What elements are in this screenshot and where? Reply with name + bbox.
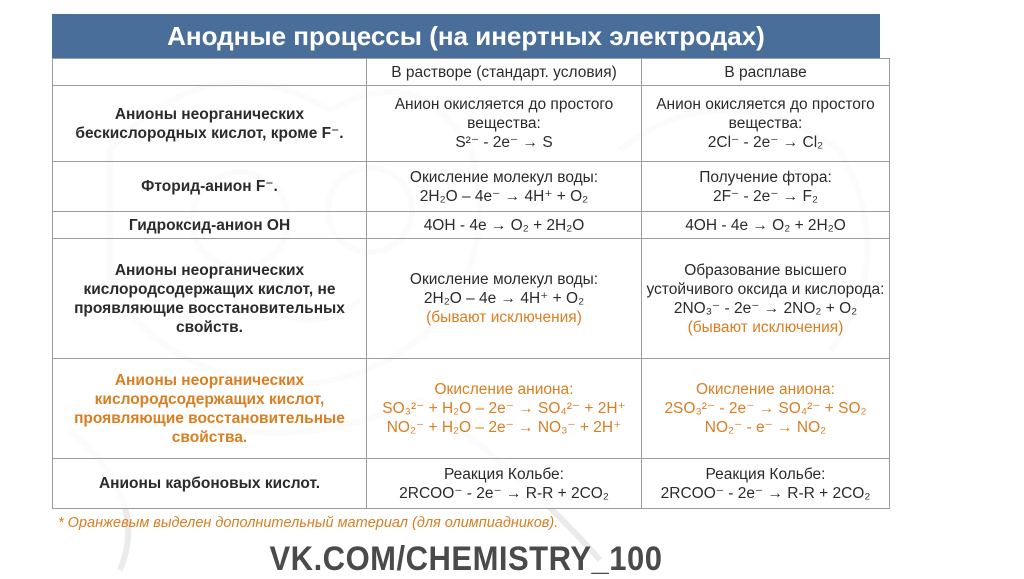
table-header-row bbox=[53, 59, 890, 86]
cell-line: 2RCOO⁻ - 2e⁻ → R-R + 2CO₂ bbox=[660, 484, 871, 502]
row-label: Гидроксид-анион OH bbox=[53, 212, 367, 239]
cell-line: Образование высшего устойчивого оксида и кислорода: bbox=[646, 261, 885, 298]
row-label: Анионы неорганических кислородсодержащих кислот, не проявляющие восстановительных свойств. bbox=[53, 239, 367, 359]
cell-line: Окисление аниона: bbox=[695, 381, 835, 398]
melt-cell bbox=[642, 459, 890, 509]
cell-line: 2NO₃⁻ - 2e⁻ → 2NO₂ + O₂ bbox=[673, 299, 858, 317]
melt-cell bbox=[642, 86, 890, 162]
cell-line: Анион окисляется до простого вещества: bbox=[656, 96, 875, 132]
table-row bbox=[53, 162, 890, 212]
melt-cell bbox=[642, 212, 890, 239]
cell-line: NO₂⁻ - e⁻ → NO₂ bbox=[704, 419, 827, 436]
cell-line: Реакция Кольбе: bbox=[444, 465, 564, 483]
cell-line: S²⁻ - 2e⁻ → S bbox=[455, 134, 553, 151]
row-label: Анионы неорганических бескислородных кислот, кроме F⁻. bbox=[53, 86, 367, 162]
exception-note: (бывают исключения) bbox=[426, 309, 582, 326]
table-row bbox=[53, 359, 890, 459]
table-row bbox=[53, 86, 890, 162]
cell-line: 2H₂O – 4e⁻ → 4H⁺ + O₂ bbox=[419, 187, 589, 205]
cell-line: 4OH - 4e → O₂ + 2H₂O bbox=[423, 216, 585, 234]
table-row bbox=[53, 239, 890, 359]
melt-cell bbox=[642, 239, 890, 359]
row-label: Анионы неорганических кислородсодержащих кислот, проявляющие восстановительные свойства. bbox=[53, 359, 367, 459]
table-row bbox=[53, 459, 890, 509]
anode-processes-table bbox=[52, 58, 890, 509]
slide bbox=[52, 14, 885, 579]
cell-line: Реакция Кольбе: bbox=[705, 465, 826, 483]
cell-line: SO₃²⁻ + H₂O – 2e⁻ → SO₄²⁻ + 2H⁺ bbox=[382, 400, 626, 417]
footnote: * Оранжевым выделен дополнительный материал (для олимпиадников). bbox=[58, 515, 559, 531]
cell-line: NO₂⁻ + H₂O – 2e⁻ → NO₃⁻ + 2H⁺ bbox=[386, 419, 622, 436]
cell-line: Получение фтора: bbox=[699, 168, 832, 186]
row-label: Фторид-анион F⁻. bbox=[53, 162, 367, 212]
row-label: Анионы карбоновых кислот. bbox=[53, 459, 367, 509]
header-melt: В расплаве bbox=[642, 59, 890, 86]
melt-cell bbox=[642, 359, 890, 459]
solution-cell bbox=[367, 239, 642, 359]
page-title: Анодные процессы (на инертных электродах) bbox=[52, 14, 880, 58]
exception-note: (бывают исключения) bbox=[687, 318, 844, 336]
solution-cell bbox=[367, 162, 642, 212]
solution-cell bbox=[367, 212, 642, 239]
cell-line: 4OH - 4e → O₂ + 2H₂O bbox=[685, 216, 846, 234]
table-row bbox=[53, 212, 890, 239]
cell-line: 2SO₃²⁻ - 2e⁻ → SO₄²⁻ + SO₂ bbox=[664, 400, 867, 417]
cell-line: Анион окисляется до простого вещества: bbox=[394, 96, 614, 132]
header-blank bbox=[53, 59, 367, 86]
header-solution: В растворе (стандарт. условия) bbox=[367, 59, 642, 86]
cell-line: Окисление аниона: bbox=[434, 381, 574, 398]
cell-line: 2F⁻ - 2e⁻ → F₂ bbox=[712, 187, 819, 205]
cell-line: 2RCOO⁻ - 2e⁻ → R-R + 2CO₂ bbox=[399, 484, 609, 502]
vk-link[interactable]: VK.COM/CHEMISTRY_100 bbox=[269, 538, 663, 579]
solution-cell bbox=[367, 86, 642, 162]
cell-line: 2Cl⁻ - 2e⁻ → Cl₂ bbox=[707, 134, 824, 151]
cell-line: Окисление молекул воды: bbox=[409, 271, 599, 288]
solution-cell bbox=[367, 359, 642, 459]
melt-cell bbox=[642, 162, 890, 212]
solution-cell bbox=[367, 459, 642, 509]
cell-line: Окисление молекул воды: bbox=[409, 168, 599, 186]
cell-line: 2H₂O – 4e → 4H⁺ + O₂ bbox=[423, 290, 585, 307]
